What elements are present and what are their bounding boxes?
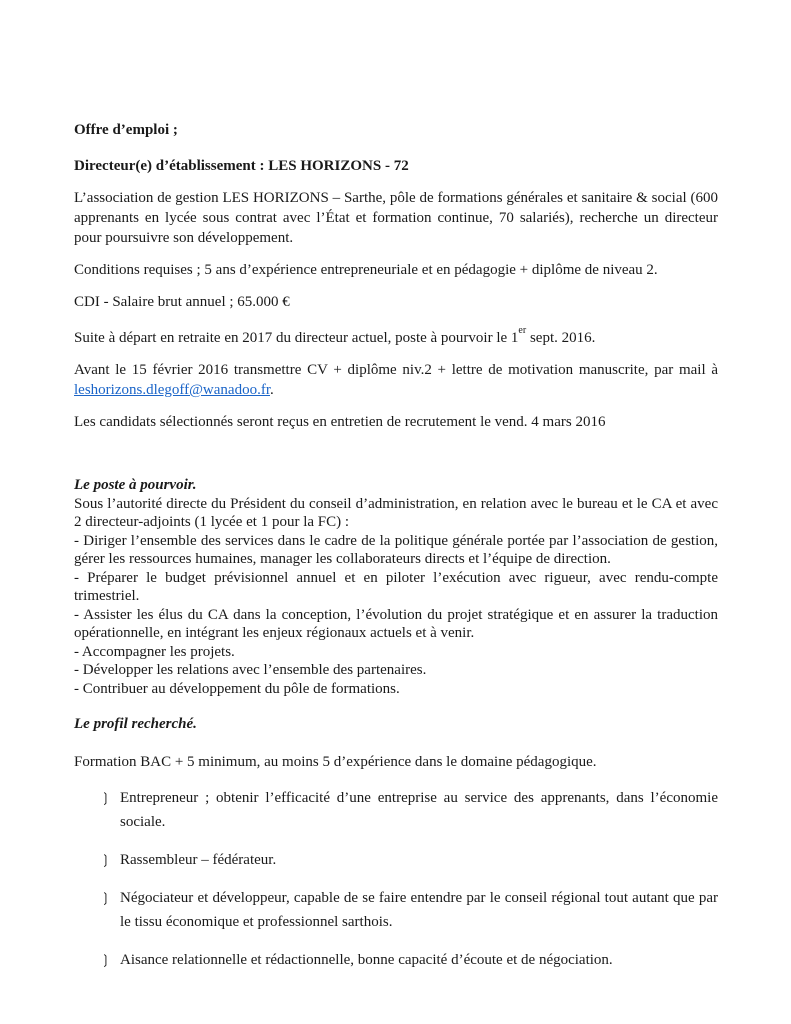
intro-paragraph: L’association de gestion LES HORIZONS – Sarthe, pôle de formations générales et sanitaire & social (600 apprenants en lycée sous contrat avec l’État et formation continue, 70 salariés), recherche un directeur pour poursuivre son développement. <box>74 190 718 246</box>
interview-paragraph: Les candidats sélectionnés seront reçus en entretien de recrutement le vend. 4 mars 2016 <box>74 414 606 430</box>
conditions-paragraph: Conditions requises ; 5 ans d’expérience entrepreneuriale et en pédagogie + diplôme de niveau 2. <box>74 262 658 278</box>
bullet-arrow-icon: ❳ <box>100 952 111 967</box>
list-item-text: Aisance relationnelle et rédactionnelle, bonne capacité d’écoute et de négociation. <box>120 952 613 968</box>
document-body <box>74 120 718 972</box>
poste-line: - Assister les élus du CA dans la conception, l’évolution du projet stratégique et en assurer la traduction opérationnelle, en intégrant les enjeux régionaux actuels et à venir. <box>74 606 718 641</box>
poste-line: - Contribuer au développement du pôle de formations. <box>74 680 400 697</box>
application-paragraph <box>74 360 718 400</box>
email-link[interactable]: leshorizons.dlegoff@wanadoo.fr <box>74 382 270 398</box>
list-item-text: Entrepreneur ; obtenir l’efficacité d’une entreprise au service des apprenants, dans l’économie sociale. <box>120 790 718 830</box>
list-item <box>74 786 718 834</box>
poste-line: Sous l’autorité directe du Président du conseil d’administration, en relation avec le bureau et le CA et avec 2 directeur-adjoints (1 lycée et 1 pour la FC) : <box>74 495 718 530</box>
list-item-text: Rassembleur – fédérateur. <box>120 852 277 868</box>
bullet-arrow-icon: ❳ <box>100 790 111 805</box>
list-item <box>74 848 718 872</box>
poste-line: - Préparer le budget prévisionnel annuel et en piloter l’exécution avec rigueur, avec rendu-compte trimestriel. <box>74 569 718 604</box>
bullet-arrow-icon: ❳ <box>100 890 111 905</box>
list-item-text: Négociateur et développeur, capable de se faire entendre par le conseil régional tout autant que par le tissu économique et professionnel sarthois. <box>120 890 718 930</box>
application-end: . <box>270 382 274 398</box>
profil-heading: Le profil recherché. <box>74 716 197 732</box>
job-title: Directeur(e) d’établissement : LES HORIZONS - 72 <box>74 158 409 174</box>
start-date-text: Suite à départ en retraite en 2017 du directeur actuel, poste à pourvoir le 1 <box>74 330 519 346</box>
application-text: Avant le 15 février 2016 transmettre CV + diplôme niv.2 + lettre de motivation manuscrite, par mail à <box>74 362 718 378</box>
poste-line: - Développer les relations avec l’ensemble des partenaires. <box>74 662 427 678</box>
profil-formation: Formation BAC + 5 minimum, au moins 5 d’expérience dans le domaine pédagogique. <box>74 754 597 770</box>
start-date-superscript: er <box>518 325 527 336</box>
bullet-arrow-icon: ❳ <box>100 852 111 867</box>
list-item <box>74 886 718 934</box>
poste-line: - Diriger l’ensemble des services dans le cadre de la politique générale portée par l’association de gestion, gérer les ressources humaines, manager les collaborateurs directs et l’équipe de direction. <box>74 532 718 567</box>
poste-section <box>74 476 718 698</box>
start-date-paragraph <box>74 325 718 348</box>
profil-section <box>74 714 718 972</box>
start-date-end: sept. 2016. <box>526 330 596 346</box>
contract-paragraph: CDI - Salaire brut annuel ; 65.000 € <box>74 294 290 310</box>
document-title: Offre d’emploi ; <box>74 122 178 138</box>
poste-heading: Le poste à pourvoir. <box>74 477 197 493</box>
poste-line: - Accompagner les projets. <box>74 643 235 660</box>
profil-bullet-list <box>74 786 718 972</box>
list-item <box>74 948 718 972</box>
